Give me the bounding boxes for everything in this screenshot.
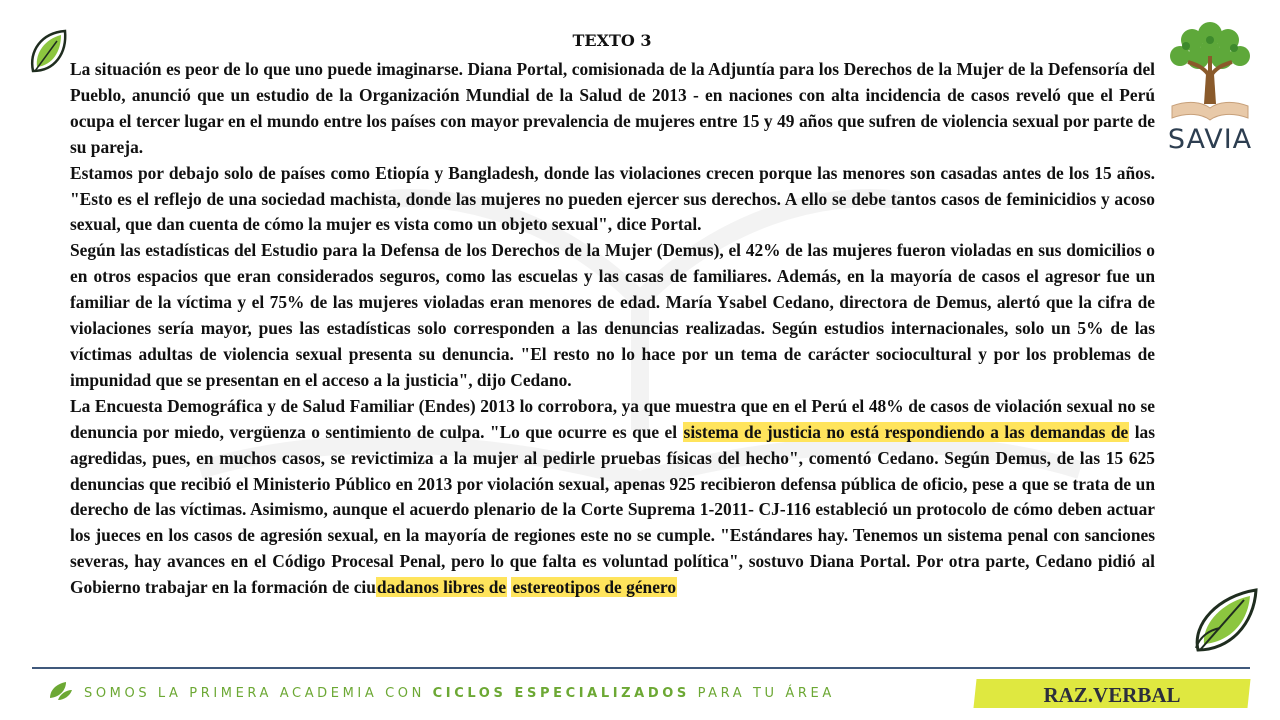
paragraph-text: Según las estadísticas del Estudio para la Defensa de los Derechos de la Mujer (Demus), el 42% de las mujeres fueron violadas en sus domicilios o en otros espacios que eran considerados seguros, como las escuelas y las casas de familiares. Además, en la mayoría de casos el agresor fue un familiar de la víctima y el 75% de las mujeres violadas eran menores de edad. María Ysabel Cedano, directora de Demus, alertó que la cifra de violaciones sería mayor, pues las estadísticas solo corresponden a las denuncias realizadas. Según estudios internacionales, solo un 5% de las víctimas adultas de violencia sexual presenta su denuncia. "El resto no lo hace por un tema de carácter sociocultural y por los problemas de impunidad que se presentan en el acceso a la justicia", dijo Cedano.: [70, 240, 1155, 390]
slogan-part: CICLOS ESPECIALIZADOS: [432, 686, 690, 701]
footer-divider: [32, 667, 1250, 669]
paragraph: [70, 57, 1155, 161]
document-title: TEXTO 3: [572, 31, 652, 50]
paragraph-text: La Encuesta Demográfica y de Salud Familiar (Endes) 2013 lo corrobora, ya que muestra que en el Perú el 48% de casos de violación sexual no se denuncia por miedo, vergüenza o sentimiento de culpa. "Lo que ocurre es que el: [70, 395, 1155, 442]
footer-slogan: [84, 686, 835, 701]
leaf-pair-icon: [1190, 588, 1262, 656]
paragraph-text: Estamos por debajo solo de países como Etiopía y Bangladesh, donde las violaciones crecen porque las menores son casadas antes de los 15 años. "Esto es el reflejo de una sociedad machista, donde las mujeres no pueden ejercer sus derechos. A ello se debe tantos casos de feminicidios y acoso sexual, que dan cuenta de cómo la mujer es vista como un objeto sexual", dice Portal.: [70, 162, 1155, 235]
slogan-part: PARA TU ÁREA: [689, 686, 835, 701]
paragraph: [70, 161, 1155, 239]
leaf-icon: [48, 680, 74, 702]
paragraph: [70, 238, 1155, 393]
highlighted-text: sistema de justicia no está respondiendo a las demandas de: [683, 421, 1129, 442]
document-body: [70, 57, 1155, 601]
slogan-part: SOMOS LA PRIMERA ACADEMIA CON: [84, 686, 433, 701]
course-label: RAZ.VERBAL: [1043, 683, 1181, 707]
paragraph-text: las agredidas, pues, en muchos casos, se revictimiza a la mujer al pedirle pruebas físicas del hecho", comentó Cedano. Según Demus, de las 15 625 denuncias que recibió el Ministerio Público en 2013 por violación sexual, apenas 925 recibieron defensa pública de oficio, pese a que se trata de un derecho de las víctimas. Asimismo, aunque el acuerdo plenario de la Corte Suprema 1-2011- CJ-116 estableció un protocolo de cómo deben actuar los jueces en los casos de agresión sexual, en la mayoría de regiones este no se cumple. "Estándares hay. Tenemos un sistema penal con sanciones severas, hay avances en el Código Procesal Penal, pero lo que falta es voluntad política", sostuvo Diana Portal. Por otra parte, Cedano pidió al Gobierno trabajar en la formación de ciu: [70, 421, 1155, 598]
highlighted-text: estereotipos de género: [512, 577, 677, 598]
brand-name: SAVIA: [1167, 124, 1253, 155]
paragraph: [70, 394, 1155, 601]
paragraph-text: La situación es peor de lo que uno puede imaginarse. Diana Portal, comisionada de la Adjuntía para los Derechos de la Mujer de la Defensoría del Pueblo, anunció que un estudio de la Organización Mundial de la Salud de 2013 - en naciones con alta incidencia de casos reveló que el Perú ocupa el tercer lugar en el mundo entre los países con mayor prevalencia de mujeres entre 15 y 49 años que sufren de violencia sexual por parte de su pareja.: [70, 59, 1155, 157]
highlighted-text: dadanos libres de: [376, 577, 507, 598]
